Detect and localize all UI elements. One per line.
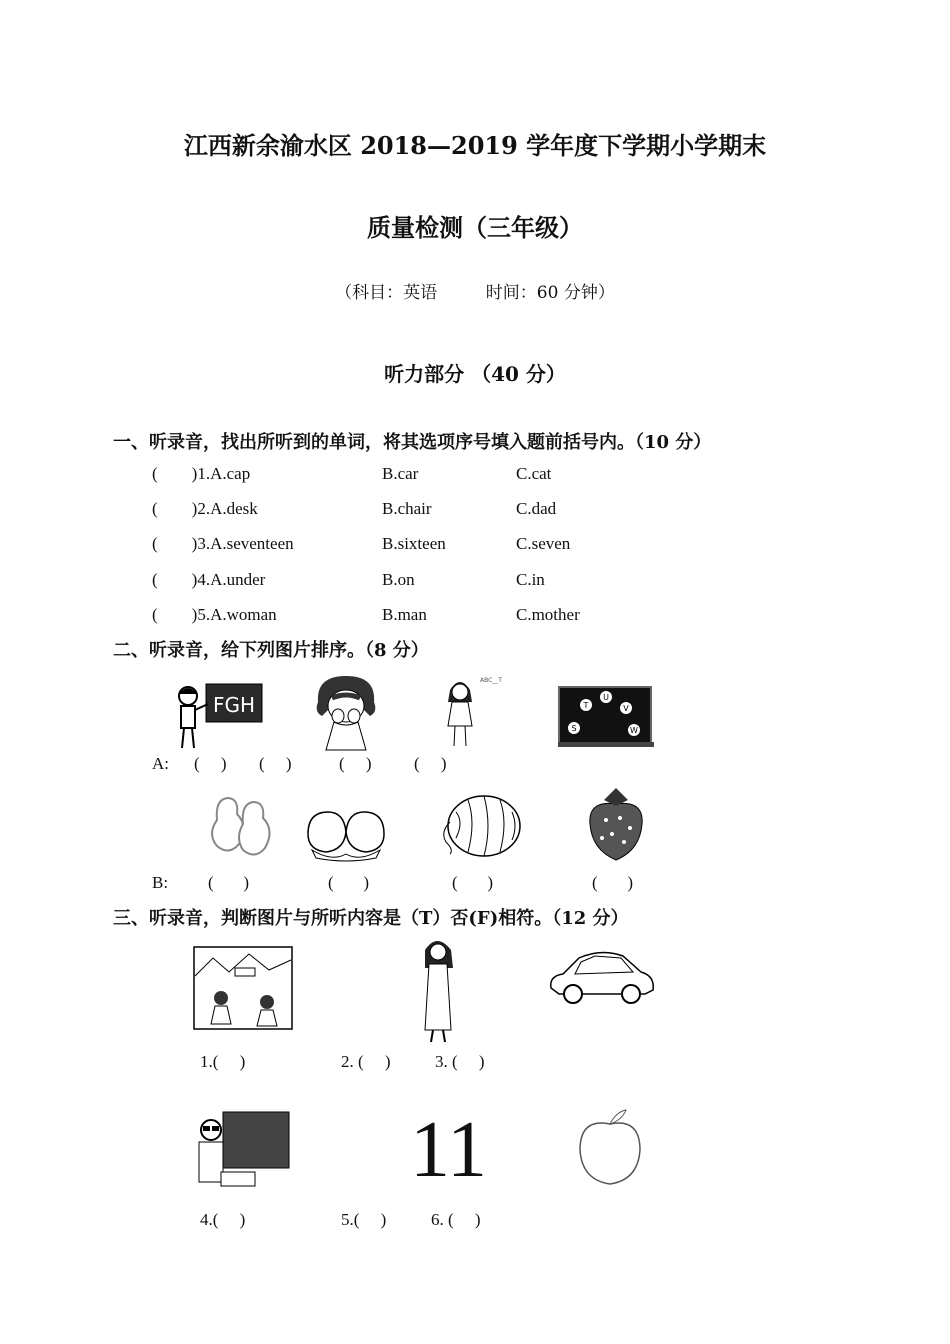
row-b-bracket-4: ( )	[592, 873, 634, 892]
q4-a: ( )4.A.under	[152, 570, 266, 589]
strawberry-picture	[584, 784, 648, 864]
row-a-label: A:	[152, 754, 169, 773]
pears-picture	[205, 790, 277, 862]
section2-heading: 二、听录音，给下列图片排序。（8 分）	[113, 640, 429, 661]
p3-q2: 2. ( )	[341, 1052, 391, 1071]
teacher-picture	[193, 1108, 291, 1190]
row-b-label: B:	[152, 873, 169, 892]
p3-q1: 1.( )	[200, 1052, 246, 1071]
p3-q6: 6. ( )	[431, 1210, 481, 1229]
row-a-bracket-1: ( )	[194, 754, 227, 773]
q2-b: B.chair	[382, 499, 432, 518]
letter-t: T	[583, 701, 589, 710]
q1-c: C.cat	[516, 464, 552, 483]
q5-a: ( )5.A.woman	[152, 605, 277, 624]
q4-b: B.on	[382, 570, 415, 589]
watermelon-picture	[436, 792, 524, 862]
row-a-bracket-2: ( )	[259, 754, 292, 773]
teacher-board-picture	[170, 680, 265, 752]
kids-in-park-picture	[193, 946, 293, 1030]
doc-title-line1: 江西新余渝水区 2018—2019 学年度下学期小学期末	[183, 131, 767, 160]
letter-s: S	[571, 724, 577, 733]
q5-c: C.mother	[516, 605, 580, 624]
letter-u: U	[603, 693, 609, 702]
row-b-bracket-2: ( )	[328, 873, 370, 892]
p3-q4: 4.( )	[200, 1210, 246, 1229]
row-a-bracket-4: ( )	[414, 754, 447, 773]
board-text: FGH	[212, 693, 256, 717]
q1-a: ( )1.A.cap	[152, 464, 251, 483]
letter-w: W	[630, 726, 638, 735]
girl-singing-picture	[436, 672, 526, 752]
q1-b: B.car	[382, 464, 419, 483]
woman-picture	[417, 934, 461, 1044]
car-picture	[545, 946, 657, 1012]
section3-heading: 三、听录音，判断图片与所听内容是（T）否(F)相符。（12 分）	[113, 908, 629, 929]
q3-a: ( )3.A.seventeen	[152, 534, 294, 553]
doc-subtitle: （科目：英语 时间：60 分钟）	[335, 283, 615, 303]
letter-v: V	[623, 704, 629, 713]
p3-q5: 5.( )	[341, 1210, 387, 1229]
peach-picture	[576, 1106, 644, 1186]
q2-c: C.dad	[516, 499, 557, 518]
peaches-picture	[302, 800, 390, 862]
letters-blackboard-picture	[558, 686, 654, 748]
row-b-bracket-1: ( )	[208, 873, 250, 892]
part-label: 听力部分 （40 分）	[384, 362, 566, 386]
row-a-bracket-3: ( )	[339, 754, 372, 773]
p3-q3: 3. ( )	[435, 1052, 485, 1071]
girl-covering-face-picture	[306, 672, 386, 752]
q2-a: ( )2.A.desk	[152, 499, 258, 518]
section1-heading: 一、听录音，找出所听到的单词，将其选项序号填入题前括号内。（10 分）	[113, 432, 712, 453]
row-b-bracket-3: ( )	[452, 873, 494, 892]
q3-c: C.seven	[516, 534, 571, 553]
q5-b: B.man	[382, 605, 427, 624]
q3-b: B.sixteen	[382, 534, 446, 553]
q4-c: C.in	[516, 570, 545, 589]
number-picture: 11	[410, 1106, 488, 1194]
chalk-text: ABC__T	[480, 677, 502, 684]
doc-title-line2: 质量检测（三年级）	[367, 213, 583, 242]
